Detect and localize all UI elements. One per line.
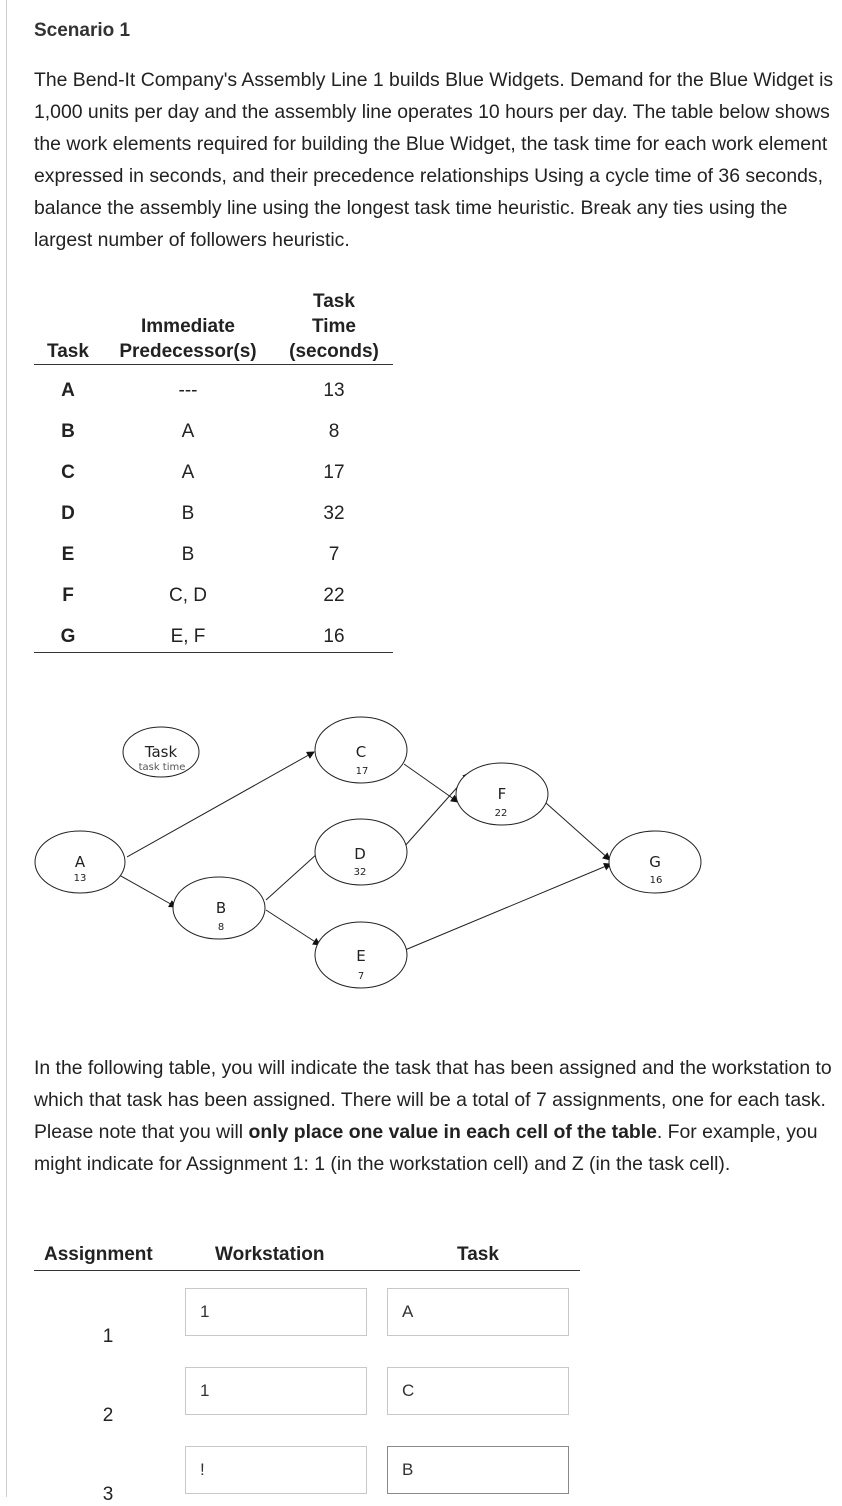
row-predecessor: A	[181, 421, 195, 442]
header-task: Task	[47, 341, 89, 362]
row-task: B	[61, 421, 75, 442]
row-predecessor: B	[181, 544, 195, 565]
row-task: D	[61, 503, 75, 524]
assignment-header-rule	[34, 1270, 580, 1271]
row-time: 7	[328, 544, 340, 565]
table-row	[34, 536, 393, 577]
row-task: E	[61, 544, 75, 565]
row-predecessor: ---	[178, 380, 198, 401]
node-time: 7	[357, 971, 365, 982]
row-predecessor: E, F	[170, 626, 206, 647]
node-time: 13	[73, 873, 87, 884]
task-input-1[interactable]	[387, 1288, 569, 1336]
scenario-heading: Scenario 1	[34, 20, 131, 41]
row-time: 8	[328, 421, 340, 442]
row-time: 13	[323, 380, 345, 401]
legend-title: Task	[144, 743, 178, 761]
edge-f-g	[546, 803, 610, 860]
row-time: 17	[323, 462, 345, 483]
assignment-table	[34, 1240, 580, 1505]
row-task: F	[62, 585, 74, 606]
assignment-number: 1	[102, 1326, 114, 1347]
header-workstation: Workstation	[215, 1244, 325, 1265]
node-label: B	[215, 899, 227, 917]
node-label: C	[355, 743, 367, 761]
header-pred-line1: Immediate	[141, 316, 235, 337]
table-top-rule	[34, 364, 393, 365]
workstation-input-2[interactable]	[185, 1367, 367, 1415]
row-time: 22	[323, 585, 345, 606]
node-label: G	[649, 853, 661, 871]
row-time: 16	[323, 626, 345, 647]
scenario-description: The Bend-It Company's Assembly Line 1 builds Blue Widgets. Demand for the Blue Widget is 1,000 units per day and the assembly line operates 10 hours per day. The table below shows the work elements required for building the Blue Widget, the task time for each work element expressed in seconds, and their precedence relationships Using a cycle time of 36 seconds, balance the assembly line using the longest task time heuristic. Break any ties using the largest number of followers heuristic.	[34, 69, 834, 251]
node-time: 16	[649, 875, 663, 886]
row-predecessor: A	[181, 462, 195, 483]
node-label: E	[356, 947, 366, 965]
node-label: A	[74, 853, 86, 871]
row-task: C	[61, 462, 75, 483]
row-predecessor: B	[181, 503, 195, 524]
node-time: 17	[355, 766, 369, 777]
instructions-part2: . For example, you might indicate for Assignment 1: 1 (in the workstation cell) and Z (in the task cell).	[34, 1121, 818, 1175]
node-time: 8	[217, 922, 225, 933]
row-task: A	[61, 380, 75, 401]
node-label: D	[354, 845, 366, 863]
node-time: 22	[494, 808, 508, 819]
edge-c-f	[404, 764, 458, 802]
edge-a-b	[112, 871, 176, 907]
edge-b-e	[266, 910, 320, 945]
header-time-line2: Time	[311, 316, 356, 337]
workstation-input-3[interactable]	[185, 1446, 367, 1494]
header-predecessors	[108, 314, 268, 364]
table-row	[34, 372, 393, 413]
header-time-line3: (seconds)	[289, 341, 379, 362]
table-row	[34, 495, 393, 536]
table-row	[34, 577, 393, 618]
header-time-line1: Task	[313, 291, 355, 312]
task-input-3[interactable]	[387, 1446, 569, 1494]
legend-subtitle: task time	[138, 762, 186, 773]
node-label: F	[497, 785, 507, 803]
task-input-2[interactable]	[387, 1367, 569, 1415]
header-assignment: Assignment	[44, 1244, 153, 1265]
node-time: 32	[353, 867, 367, 878]
header-task-time	[281, 289, 387, 364]
assignment-number: 2	[102, 1405, 114, 1426]
precedence-diagram	[0, 700, 842, 1000]
header-assign-task: Task	[457, 1244, 499, 1265]
row-predecessor: C, D	[169, 585, 207, 606]
row-task: G	[60, 626, 76, 647]
assignment-number: 3	[102, 1484, 114, 1505]
table-bottom-rule	[34, 652, 393, 653]
workstation-input-1[interactable]	[185, 1288, 367, 1336]
instructions-part1: In the following table, you will indicate the task that has been assigned and the workstation to which that task has been assigned. There will be a total of 7 assignments, one for each task. Please note that you will	[34, 1057, 832, 1143]
assignment-instructions	[34, 1052, 834, 1180]
table-row	[34, 454, 393, 495]
instructions-emphasis: only place one value in each cell of the table	[248, 1121, 657, 1143]
table-row	[34, 413, 393, 454]
header-pred-line2: Predecessor(s)	[119, 341, 257, 362]
edge-e-g	[405, 864, 611, 950]
row-time: 32	[323, 503, 345, 524]
